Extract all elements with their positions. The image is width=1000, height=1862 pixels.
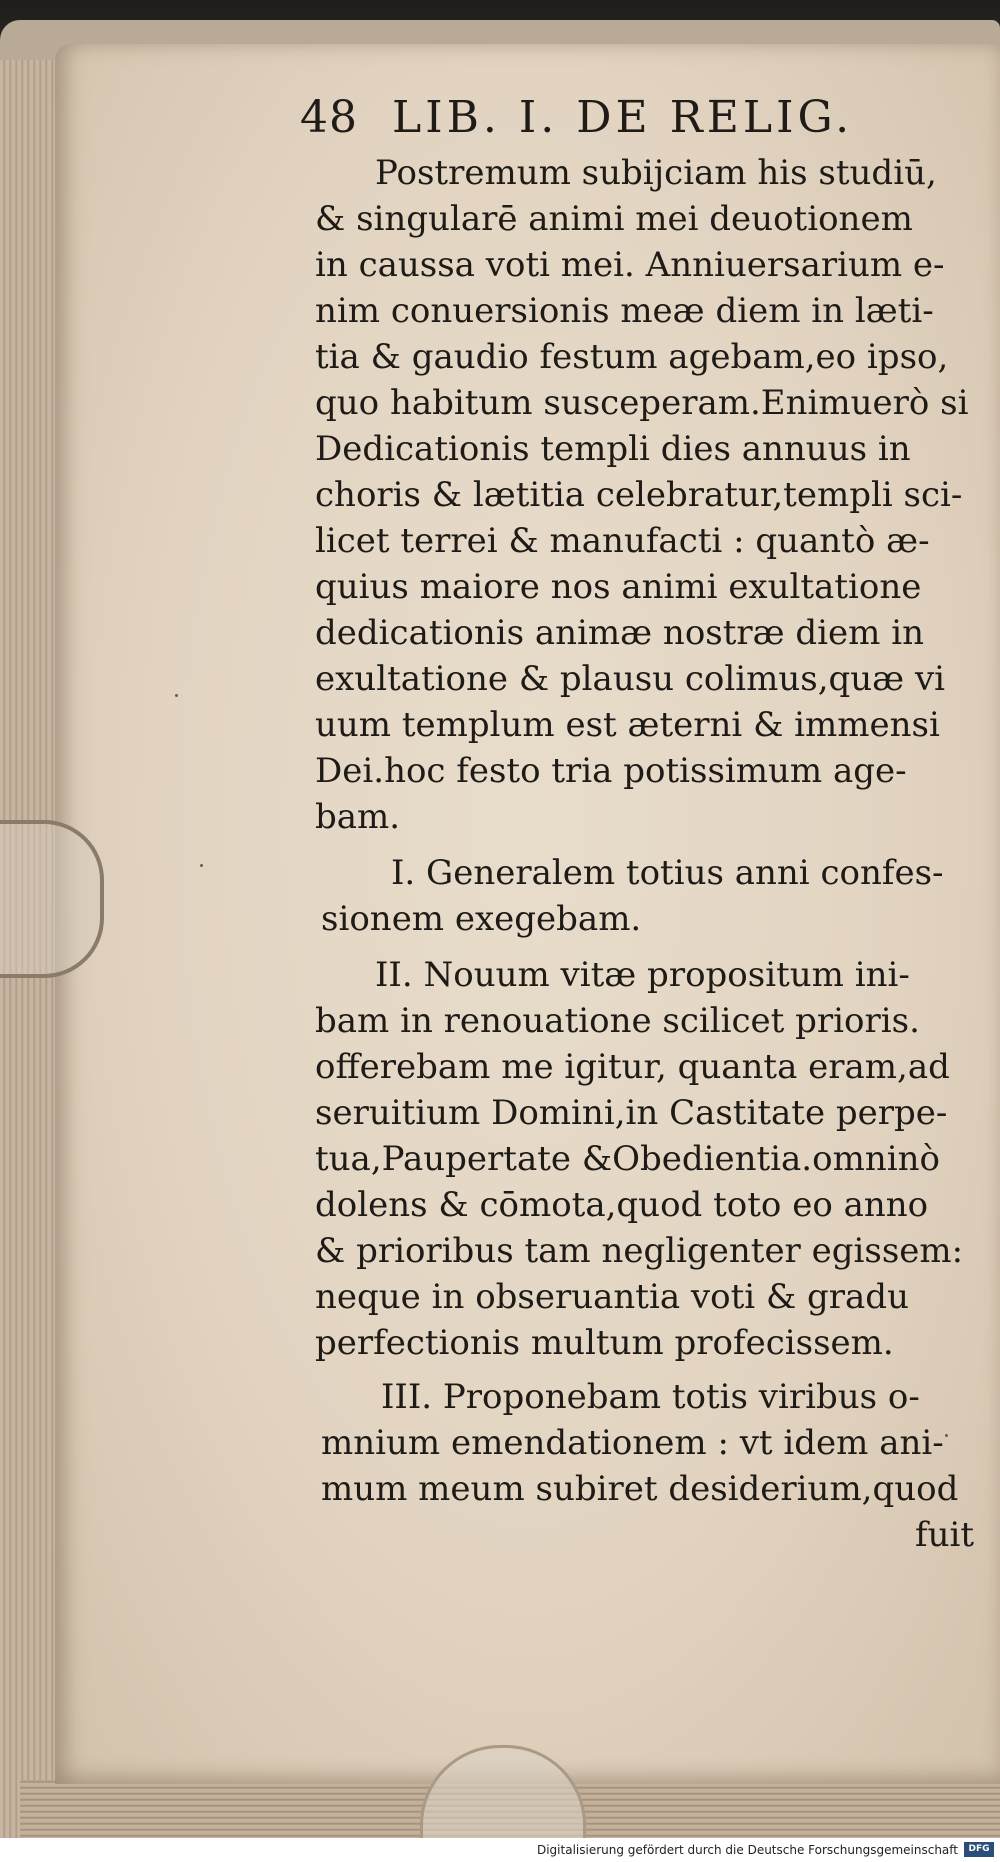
text-line: tua,Paupertate &Obedientia.omninò	[315, 1139, 940, 1179]
text-line: sionem exegebam.	[321, 899, 642, 939]
text-line: licet terrei & manufacti : quantò æ-	[315, 521, 930, 561]
text-line: & prioribus tam negligenter egissem:	[315, 1231, 964, 1271]
dfg-logo: DFG	[964, 1842, 994, 1857]
text-line: tia & gaudio festum agebam,eo ipso,	[315, 337, 949, 377]
text-line: & singularē animi mei deuotionem	[315, 199, 913, 239]
running-title: LIB. I. DE RELIG.	[392, 92, 854, 143]
paper-fleck	[200, 864, 203, 867]
text-line: dedicationis animæ nostræ diem in	[315, 613, 924, 653]
text-line: Postremum subijciam his studiū,	[375, 153, 937, 193]
text-line: mum meum subiret desiderium,quod	[321, 1469, 959, 1509]
text-line: seruitium Domini,in Castitate perpe-	[315, 1093, 948, 1133]
text-line: bam.	[315, 797, 401, 837]
text-line: mnium emendationem : vt idem ani-	[321, 1423, 944, 1463]
text-line: quius maiore nos animi exultatione	[315, 567, 922, 607]
text-line: quo habitum susceperam.Enimuerò si	[315, 383, 969, 423]
text-line: II. Nouum vitæ propositum ini-	[375, 955, 910, 995]
text-line: nim conuersionis meæ diem in læti-	[315, 291, 934, 331]
text-line: dolens & cōmota,quod toto eo anno	[315, 1185, 929, 1225]
text-line: I. Generalem totius anni confes-	[391, 853, 944, 893]
page-clip-left	[0, 820, 104, 978]
text-line: Dei.hoc festo tria potissimum age-	[315, 751, 907, 791]
text-line: Dedicationis templi dies annuus in	[315, 429, 911, 469]
text-line: in caussa voti mei. Anniuersarium e-	[315, 245, 945, 285]
text-line: bam in renouatione scilicet prioris.	[315, 1001, 920, 1041]
text-line: choris & lætitia celebratur,templi sci-	[315, 475, 963, 515]
text-line: offerebam me igitur, quanta eram,ad	[315, 1047, 950, 1087]
text-line: III. Proponebam totis viribus o-	[381, 1377, 920, 1417]
footer-bar	[0, 1838, 1000, 1862]
text-line: exultatione & plausu colimus,quæ vi	[315, 659, 946, 699]
text-line: perfectionis multum profecissem.	[315, 1323, 894, 1363]
paper-fleck	[175, 694, 178, 697]
text-line: fuit	[915, 1515, 975, 1555]
paper-fleck	[945, 1434, 948, 1437]
digitization-credit: Digitalisierung gefördert durch die Deutsche Forschungsgemeinschaft	[536, 1843, 958, 1857]
running-header	[300, 92, 940, 143]
text-line: neque in obseruantia voti & gradu	[315, 1277, 909, 1317]
page-number: 48	[300, 92, 358, 143]
text-line: uum templum est æterni & immensi	[315, 705, 940, 745]
